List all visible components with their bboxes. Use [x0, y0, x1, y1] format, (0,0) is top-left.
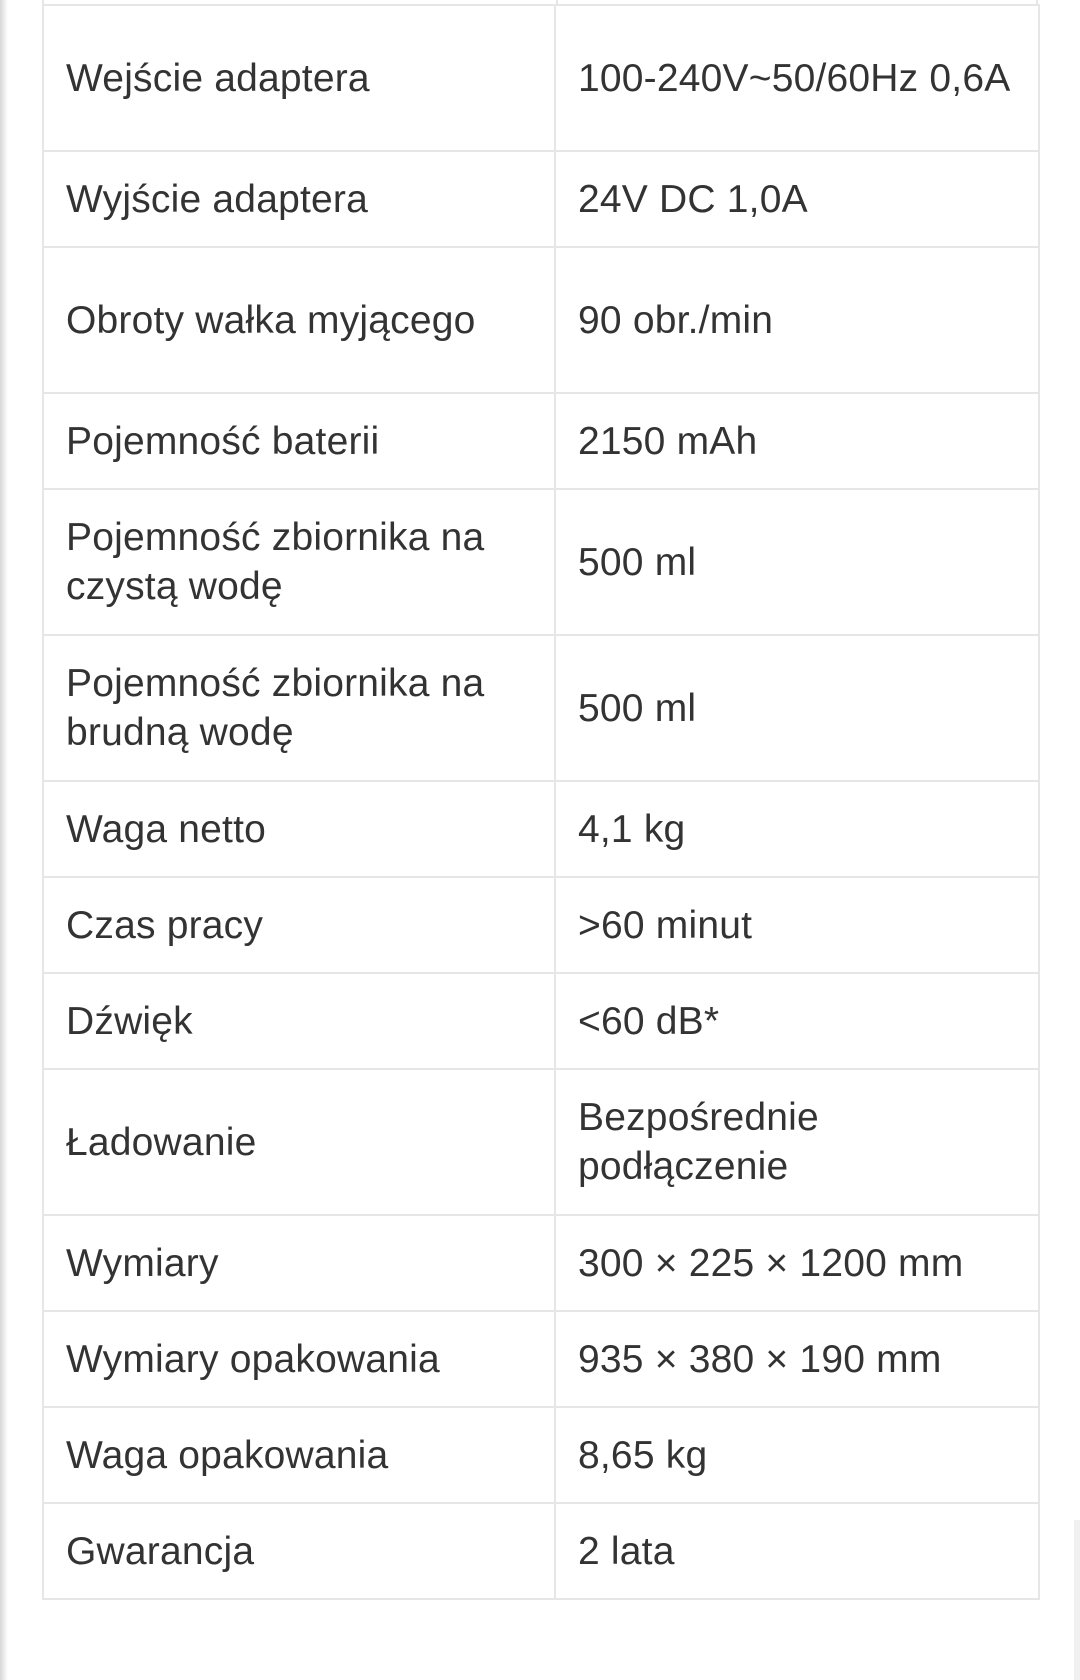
table-row [43, 1407, 1039, 1503]
table-row [43, 1069, 1039, 1215]
spec-label: Gwarancja [43, 1503, 555, 1599]
table-row [43, 1503, 1039, 1599]
spec-label: Pojemność zbiornika na brudną wodę [43, 635, 555, 781]
spec-value: 100-240V~50/60Hz 0,6A [555, 5, 1039, 151]
spec-value: <60 dB* [555, 973, 1039, 1069]
spec-label: Wejście adaptera [43, 5, 555, 151]
specification-table-body [43, 5, 1039, 1599]
table-row [43, 489, 1039, 635]
spec-value: 935 × 380 × 190 mm [555, 1311, 1039, 1407]
spec-label: Waga opakowania [43, 1407, 555, 1503]
table-row [43, 781, 1039, 877]
table-row [43, 635, 1039, 781]
table-row [43, 151, 1039, 247]
right-edge-strip [1074, 1520, 1080, 1680]
spec-label: Wymiary [43, 1215, 555, 1311]
spec-value: 24V DC 1,0A [555, 151, 1039, 247]
spec-label: Ładowanie [43, 1069, 555, 1215]
spec-value: 8,65 kg [555, 1407, 1039, 1503]
spec-value: >60 minut [555, 877, 1039, 973]
spec-value: 2150 mAh [555, 393, 1039, 489]
specification-table [42, 4, 1040, 1600]
spec-value: 4,1 kg [555, 781, 1039, 877]
spec-label: Wymiary opakowania [43, 1311, 555, 1407]
table-row [43, 393, 1039, 489]
spec-label: Wyjście adaptera [43, 151, 555, 247]
table-row [43, 877, 1039, 973]
table-row [43, 1215, 1039, 1311]
spec-value: 2 lata [555, 1503, 1039, 1599]
spec-label: Obroty wałka myjącego [43, 247, 555, 393]
spec-value: 500 ml [555, 489, 1039, 635]
table-row [43, 247, 1039, 393]
spec-value: 500 ml [555, 635, 1039, 781]
spec-value: 90 obr./min [555, 247, 1039, 393]
spec-value: Bezpośrednie podłączenie [555, 1069, 1039, 1215]
spec-label: Dźwięk [43, 973, 555, 1069]
spec-label: Pojemność baterii [43, 393, 555, 489]
table-row [43, 973, 1039, 1069]
left-edge-shadow [0, 0, 8, 1680]
table-row [43, 5, 1039, 151]
spec-value: 300 × 225 × 1200 mm [555, 1215, 1039, 1311]
table-row [43, 1311, 1039, 1407]
spec-label: Pojemność zbiornika na czystą wodę [43, 489, 555, 635]
spec-label: Czas pracy [43, 877, 555, 973]
spec-label: Waga netto [43, 781, 555, 877]
